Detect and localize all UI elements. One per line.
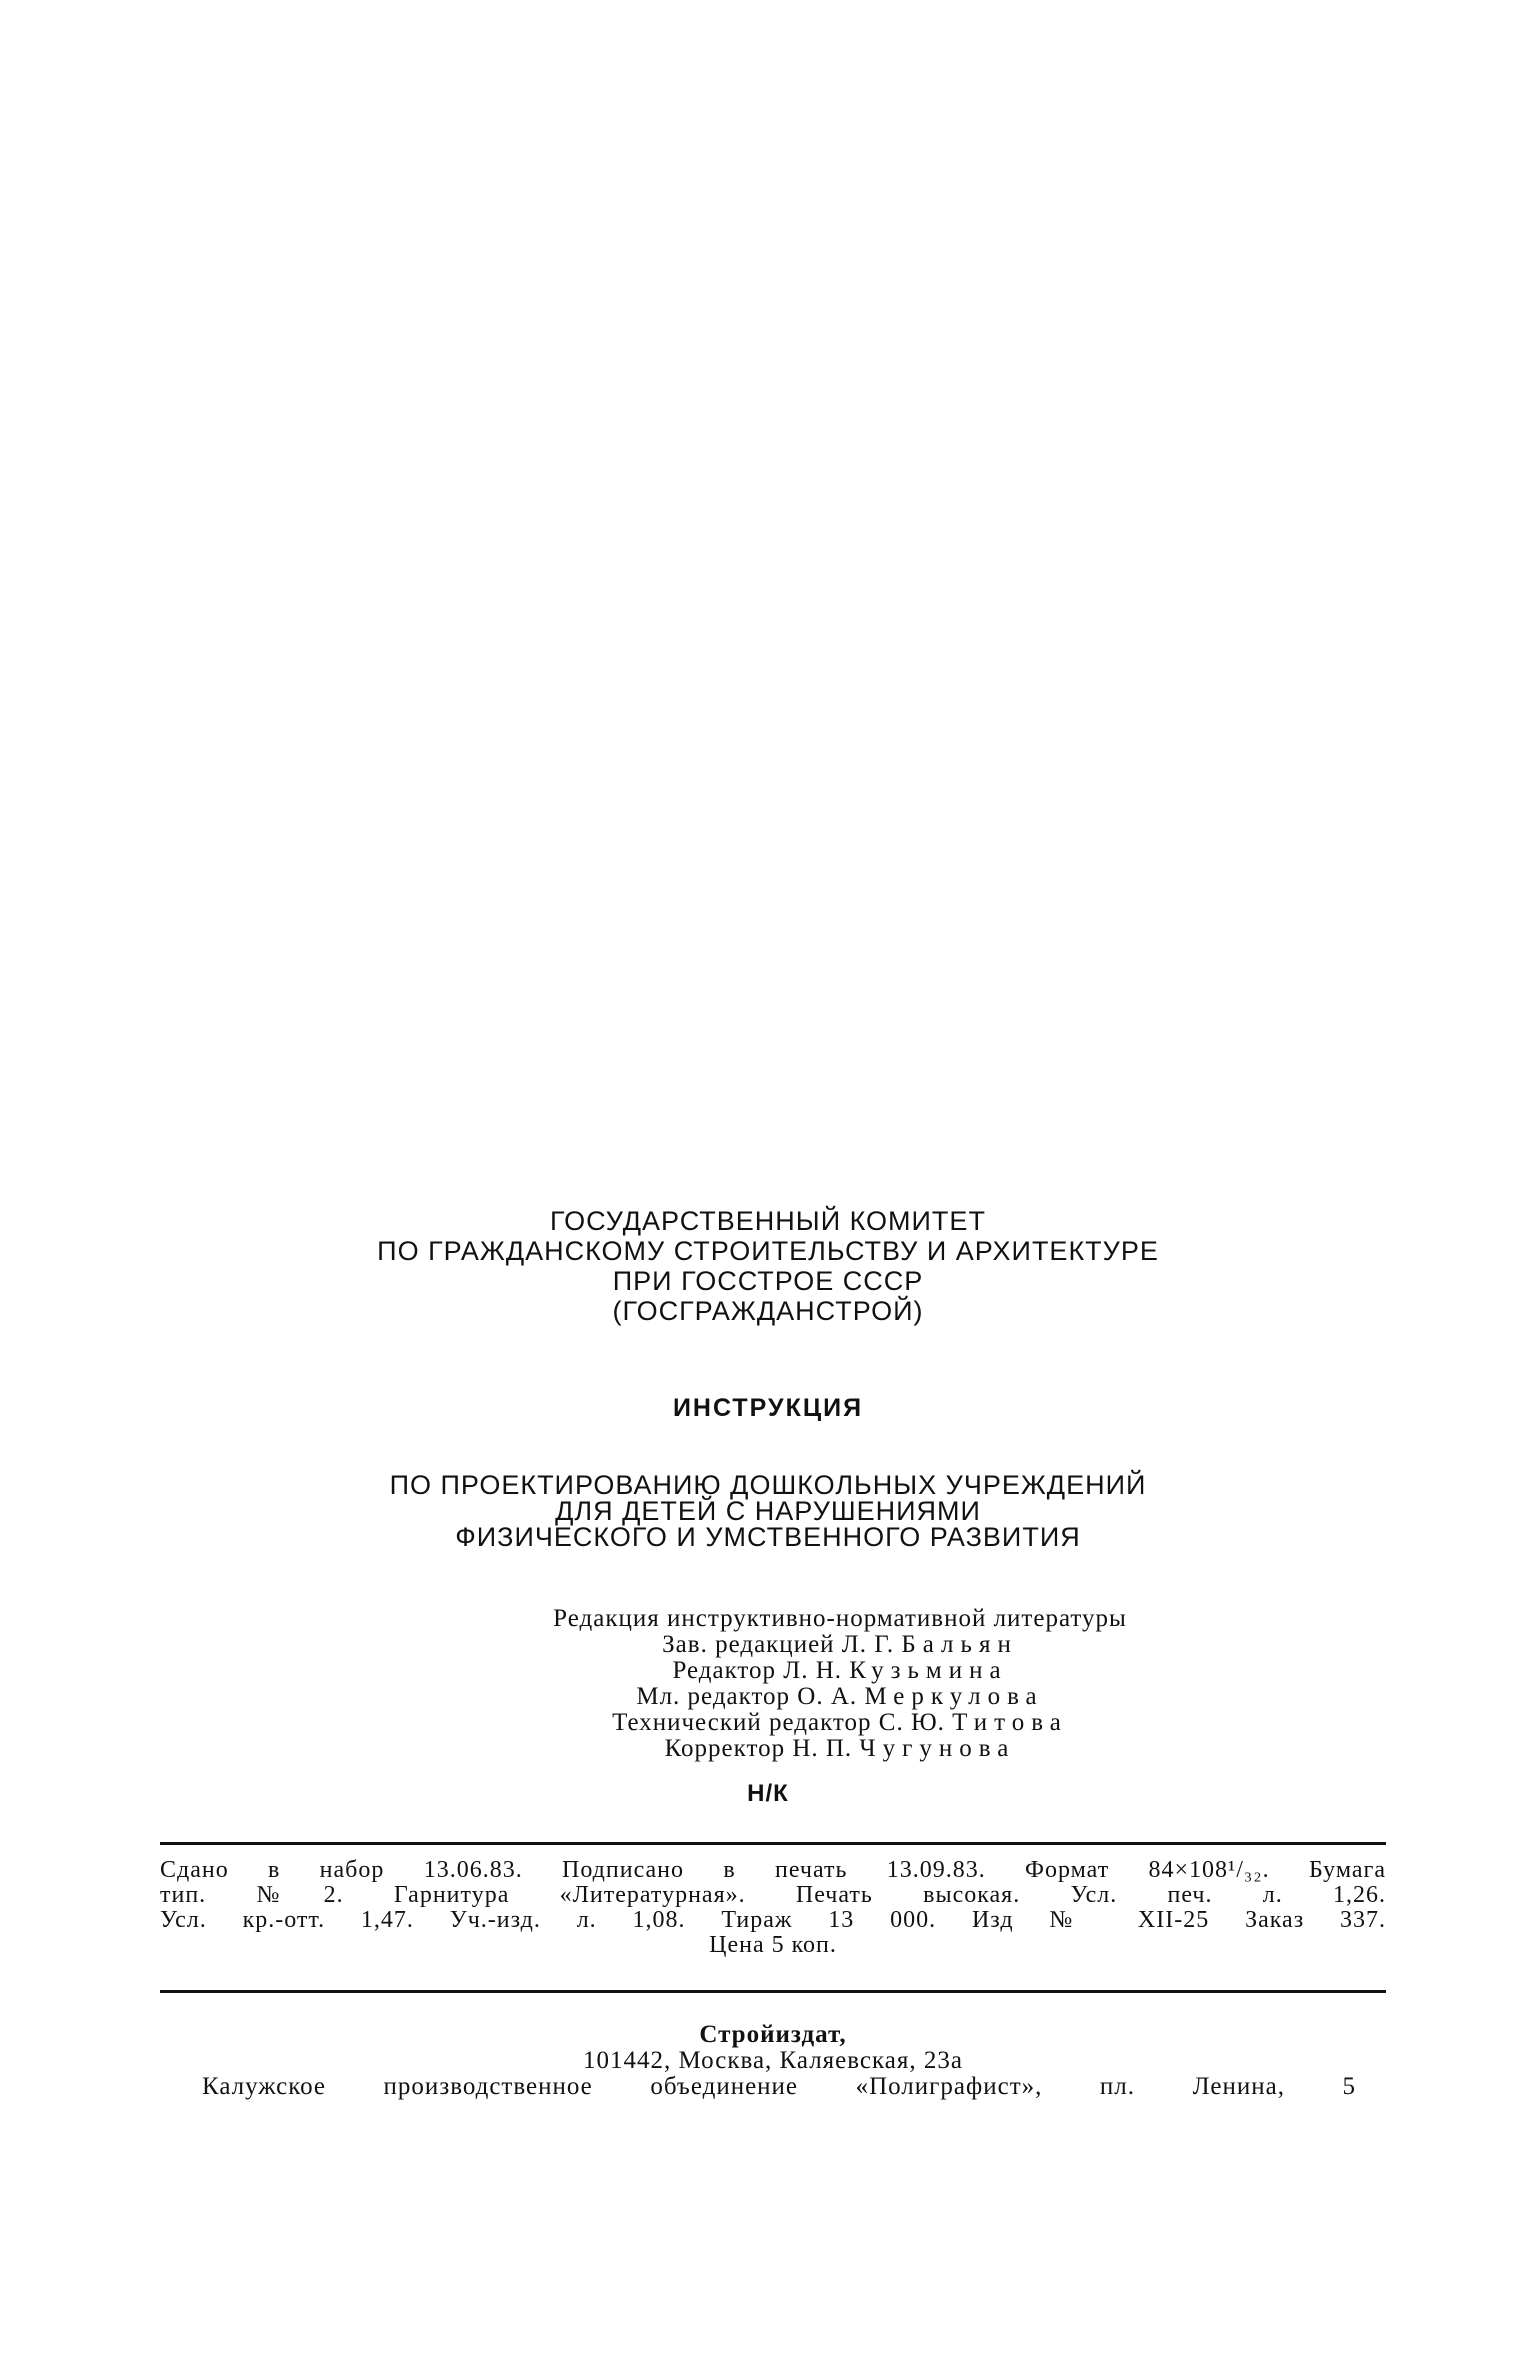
document-title-line-1: ПО ПРОЕКТИРОВАНИЮ ДОШКОЛЬНЫХ УЧРЕЖДЕНИЙ [389,1470,1147,1500]
imprint-price: Цена 5 коп. [709,1932,837,1958]
editorial-office: Редакция инструктивно-нормативной литературы [553,1605,1127,1632]
print-imprint [160,1858,1386,1958]
committee-line-3: ПРИ ГОССТРОЕ СССР [612,1266,924,1296]
credit-name: Титова [952,1709,1068,1736]
imprint-line-2: тип. №2. Гарнитура «Литературная». Печать высокая. Усл. печ. л. 1,26. [160,1882,1386,1908]
credit-name: Кузьмина [849,1657,1008,1684]
credit-name: Чугунова [859,1735,1016,1762]
document-title-line-2: ДЛЯ ДЕТЕЙ С НАРУШЕНИЯМИ [555,1496,981,1526]
credit-junior-editor [440,1684,1240,1710]
credit-role: Редактор Л. Н. [672,1657,843,1684]
credit-role: Корректор Н. П. [664,1735,853,1762]
printer-info: Калужское производственное объединение «Полиграфист», пл. Ленина, 5 [202,2073,1356,2100]
editorial-credits [440,1606,1240,1762]
committee-line-4: (ГОСГРАЖДАНСТРОЙ) [612,1296,924,1326]
publisher-address: 101442, Москва, Каляевская, 23а [583,2047,963,2074]
divider-bottom [160,1990,1386,1993]
committee-line-2: ПО ГРАЖДАНСКОМУ СТРОИТЕЛЬСТВУ И АРХИТЕКТУРЕ [377,1236,1159,1266]
credit-name: Бальян [901,1631,1018,1658]
nk-mark: Н/К [747,1780,789,1807]
credit-name: Меркулова [864,1683,1044,1710]
credit-technical-editor [440,1710,1240,1736]
imprint-line-3: Усл. кр.-отт. 1,47. Уч.-изд. л. 1,08. Тираж 13 000. Изд № XII-25 Заказ 337. [160,1907,1386,1933]
credit-role: Мл. редактор О. А. [636,1683,858,1710]
document-title-line-3: ФИЗИЧЕСКОГО И УМСТВЕННОГО РАЗВИТИЯ [455,1522,1081,1552]
credit-role: Технический редактор С. Ю. [612,1709,945,1736]
imprint-line-1: Сдано в набор 13.06.83. Подписано в печать 13.09.83. Формат 84×108¹/₃₂. Бумага [160,1857,1386,1883]
credit-editor [440,1658,1240,1684]
credit-proofreader [440,1736,1240,1762]
credit-head-editor [440,1632,1240,1658]
publisher-name: Стройиздат, [699,2021,847,2048]
publisher-block [160,2022,1386,2100]
divider-top [160,1842,1386,1845]
document-title [0,1472,1536,1550]
committee-header [0,1206,1536,1326]
committee-line-1: ГОСУДАРСТВЕННЫЙ КОМИТЕТ [550,1206,986,1236]
document-type: ИНСТРУКЦИЯ [672,1394,864,1422]
credit-role: Зав. редакцией Л. Г. [662,1631,895,1658]
